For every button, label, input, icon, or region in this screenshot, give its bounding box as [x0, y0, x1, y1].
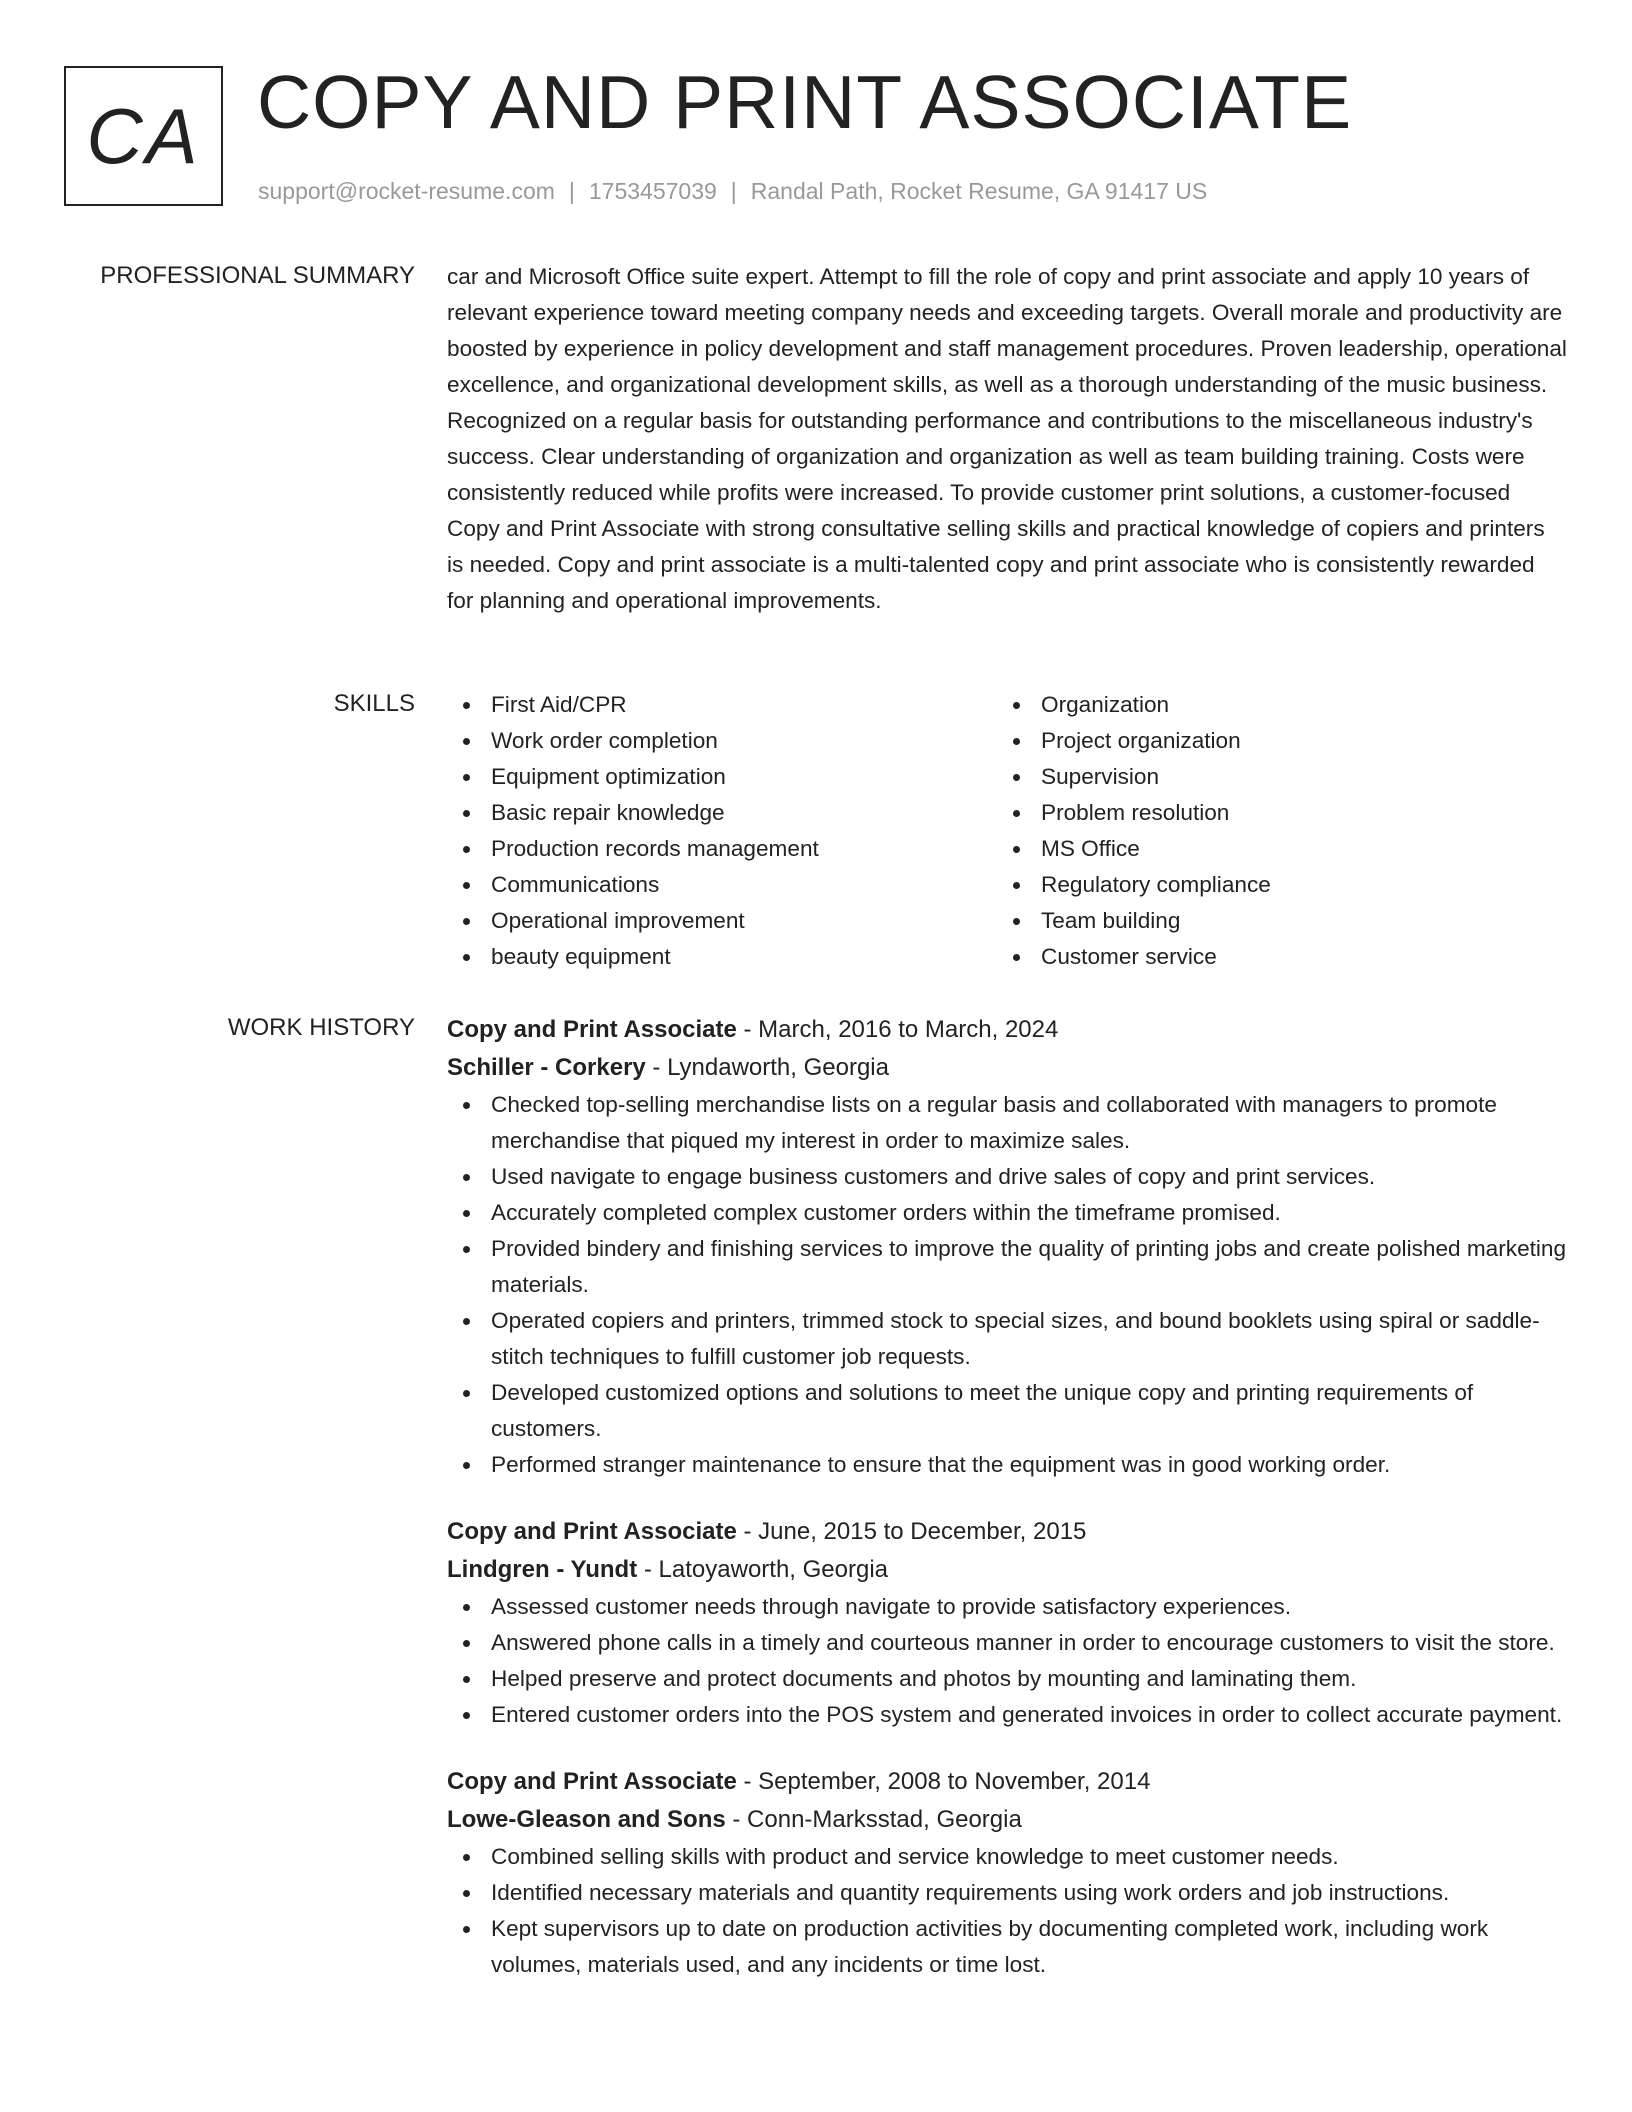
contact-separator: |: [568, 178, 575, 204]
skill-item: Equipment optimization: [447, 759, 997, 795]
skill-item: Regulatory compliance: [997, 867, 1547, 903]
monogram-logo: [64, 66, 223, 206]
job-location: - Latoyaworth, Georgia: [637, 1556, 889, 1583]
work-history-body: [447, 1011, 1567, 2013]
page-title: COPY AND PRINT ASSOCIATE: [257, 60, 1353, 144]
job-dates: - June, 2015 to December, 2015: [736, 1518, 1087, 1545]
skills-list-right: [997, 687, 1547, 975]
contact-separator: |: [730, 178, 737, 204]
job-bullet: Kept supervisors up to date on production activities by documenting completed work, including work volumes, materials used, and any incidents or time lost.: [447, 1911, 1567, 1983]
contact-email[interactable]: support@rocket-resume.com: [258, 178, 555, 204]
contact-phone[interactable]: 1753457039: [588, 178, 717, 204]
job-position: Copy and Print Associate: [447, 1768, 737, 1795]
job-bullet: Identified necessary materials and quantity requirements using work orders and job instructions.: [447, 1875, 1567, 1911]
skill-item: MS Office: [997, 831, 1547, 867]
job-entry: [447, 1763, 1567, 1983]
skill-item: Problem resolution: [997, 795, 1547, 831]
job-bullet: Provided bindery and finishing services to improve the quality of printing jobs and create polished marketing materials.: [447, 1231, 1567, 1303]
skill-item: Basic repair knowledge: [447, 795, 997, 831]
job-title-line: [447, 1763, 1567, 1801]
job-entry: [447, 1513, 1567, 1733]
job-bullet-list: [447, 1589, 1567, 1733]
job-company: Schiller - Corkery: [447, 1054, 646, 1081]
job-bullet: Performed stranger maintenance to ensure that the equipment was in good working order.: [447, 1447, 1567, 1483]
summary-heading: PROFESSIONAL SUMMARY: [100, 262, 415, 289]
job-location: - Lyndaworth, Georgia: [645, 1054, 889, 1081]
job-company: Lindgren - Yundt: [447, 1556, 638, 1583]
skill-item: Operational improvement: [447, 903, 997, 939]
skill-item: Team building: [997, 903, 1547, 939]
job-bullet: Answered phone calls in a timely and courteous manner in order to encourage customers to visit the store.: [447, 1625, 1567, 1661]
job-bullet: Developed customized options and solutions to meet the unique copy and printing requirements of customers.: [447, 1375, 1567, 1447]
summary-body: [447, 259, 1567, 619]
job-entry: [447, 1011, 1567, 1483]
job-company-line: [447, 1049, 1567, 1087]
job-company-line: [447, 1801, 1567, 1839]
contact-address: Randal Path, Rocket Resume, GA 91417 US: [750, 178, 1208, 204]
skill-item: Customer service: [997, 939, 1547, 975]
skill-item: Communications: [447, 867, 997, 903]
skill-item: Organization: [997, 687, 1547, 723]
work-history-heading: WORK HISTORY: [227, 1014, 415, 1041]
job-bullet-list: [447, 1839, 1567, 1983]
skills-body: [447, 687, 1567, 975]
job-bullet: Combined selling skills with product and service knowledge to meet customer needs.: [447, 1839, 1567, 1875]
job-bullet: Accurately completed complex customer orders within the timeframe promised.: [447, 1195, 1567, 1231]
skills-list-left: [447, 687, 997, 975]
job-title-line: [447, 1011, 1567, 1049]
skills-heading: SKILLS: [333, 690, 415, 717]
skill-item: Work order completion: [447, 723, 997, 759]
job-company: Lowe-Gleason and Sons: [447, 1806, 726, 1833]
job-dates: - March, 2016 to March, 2024: [736, 1016, 1059, 1043]
job-title-line: [447, 1513, 1567, 1551]
job-company-line: [447, 1551, 1567, 1589]
job-bullet: Operated copiers and printers, trimmed stock to special sizes, and bound booklets using spiral or saddle-stitch techniques to fulfill customer job requests.: [447, 1303, 1567, 1375]
job-position: Copy and Print Associate: [447, 1518, 737, 1545]
job-location: - Conn-Marksstad, Georgia: [725, 1806, 1022, 1833]
job-dates: - September, 2008 to November, 2014: [736, 1768, 1151, 1795]
job-bullet: Entered customer orders into the POS system and generated invoices in order to collect accurate payment.: [447, 1697, 1567, 1733]
job-bullet: Assessed customer needs through navigate to provide satisfactory experiences.: [447, 1589, 1567, 1625]
monogram-text: CA: [86, 91, 201, 180]
skill-item: First Aid/CPR: [447, 687, 997, 723]
summary-text: car and Microsoft Office suite expert. Attempt to fill the role of copy and print associate and apply 10 years of relevant experience toward meeting company needs and exceeding targets. Overall morale and productivity are boosted by experience in policy development and staff management procedures. Proven leadership, operational excellence, and organizational development skills, as well as a thorough understanding of the music business. Recognized on a regular basis for outstanding performance and contributions to the miscellaneous industry's success. Clear understanding of organization and organization as well as team building training. Costs were consistently reduced while profits were increased. To provide customer print solutions, a customer-focused Copy and Print Associate with strong consultative selling skills and practical knowledge of copiers and printers is needed. Copy and print associate is a multi-talented copy and print associate who is consistently rewarded for planning and operational improvements.: [447, 264, 1567, 613]
skill-item: Production records management: [447, 831, 997, 867]
job-bullet: Helped preserve and protect documents and photos by mounting and laminating them.: [447, 1661, 1567, 1697]
job-bullet: Used navigate to engage business customers and drive sales of copy and print services.: [447, 1159, 1567, 1195]
contact-line: [258, 174, 1207, 208]
job-position: Copy and Print Associate: [447, 1016, 737, 1043]
job-bullet: Checked top-selling merchandise lists on a regular basis and collaborated with managers to promote merchandise that piqued my interest in order to maximize sales.: [447, 1087, 1567, 1159]
job-bullet-list: [447, 1087, 1567, 1483]
skill-item: Supervision: [997, 759, 1547, 795]
skill-item: Project organization: [997, 723, 1547, 759]
skill-item: beauty equipment: [447, 939, 997, 975]
